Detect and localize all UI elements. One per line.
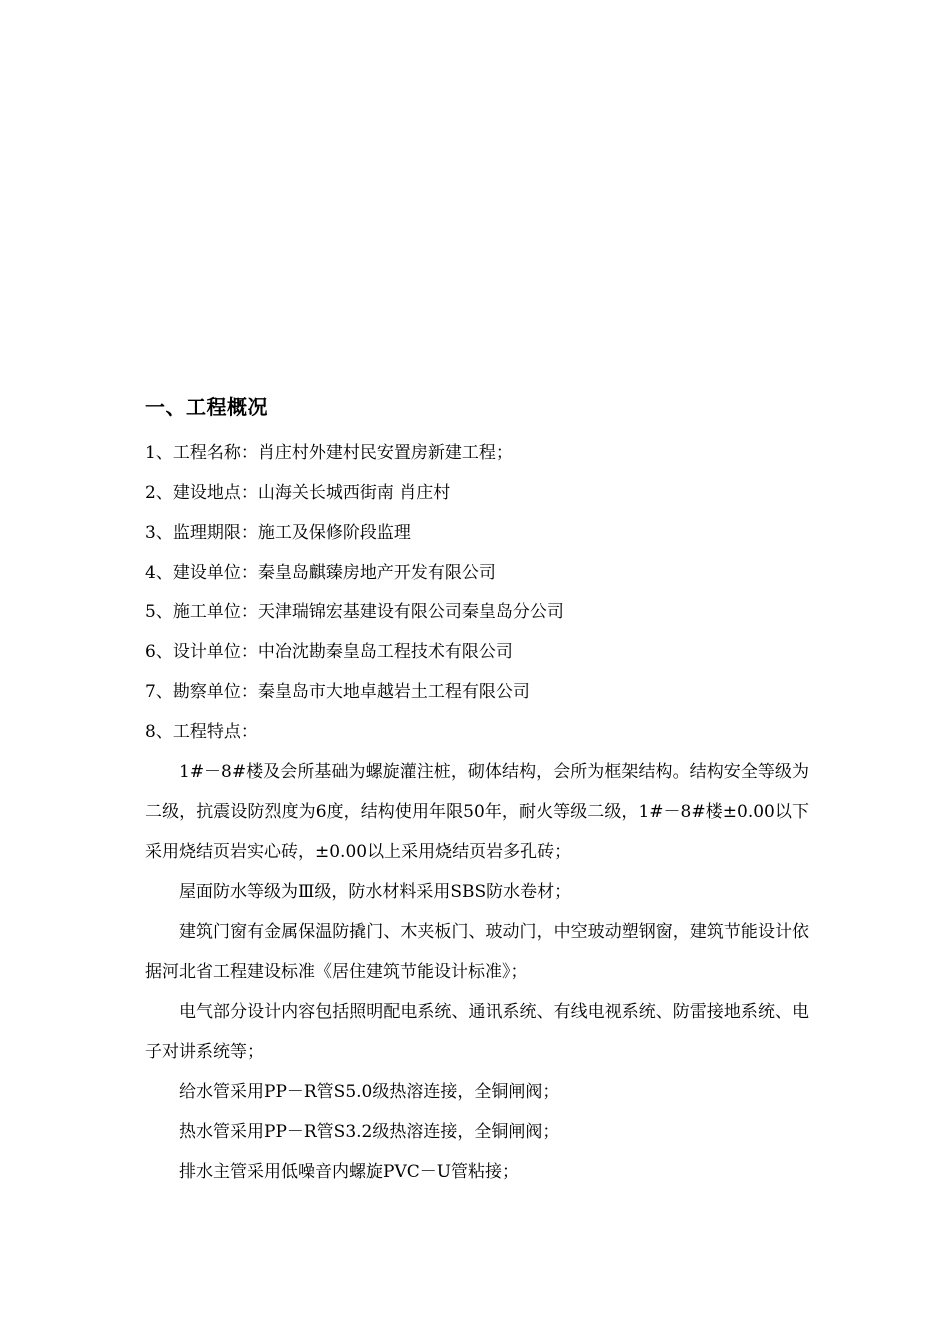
hot-water-paragraph: 热水管采用PP－R管S3.2级热溶连接，全铜闸阀； [179, 1122, 560, 1142]
section-heading: 一、工程概况 [145, 395, 268, 419]
survey-unit-item: 7、勘察单位：秦皇岛市大地卓越岩土工程有限公司 [145, 682, 530, 702]
electrical-paragraph: 电气部分设计内容包括照明配电系统、通讯系统、有线电视系统、防雷接地系统、电子对讲系统等； [145, 1002, 809, 1062]
drainage-paragraph: 排水主管采用低噪音内螺旋PVC－U管粘接； [179, 1162, 520, 1182]
roof-waterproof-paragraph: 屋面防水等级为Ⅲ级，防水材料采用SBS防水卷材； [179, 882, 572, 902]
contractor-item: 5、施工单位：天津瑞锦宏基建设有限公司秦皇岛分公司 [145, 602, 564, 622]
developer-item: 4、建设单位：秦皇岛麒臻房地产开发有限公司 [145, 563, 496, 583]
project-features-item: 8、工程特点： [145, 722, 258, 742]
project-name-item: 1、工程名称：肖庄村外建村民安置房新建工程； [145, 443, 513, 463]
design-unit-item: 6、设计单位：中冶沈勘秦皇岛工程技术有限公司 [145, 642, 513, 662]
supervision-period-item: 3、监理期限：施工及保修阶段监理 [145, 523, 411, 543]
structure-paragraph: 1#－8#楼及会所基础为螺旋灌注桩，砌体结构，会所为框架结构。结构安全等级为二级，抗震设防烈度为6度，结构使用年限50年，耐火等级二级，1#－8#楼±0.00以下采用烧结页岩实心砖，±0.00以上采用烧结页岩多孔砖； [145, 762, 809, 862]
construction-site-item: 2、建设地点：山海关长城西街南 肖庄村 [145, 483, 451, 503]
doors-windows-paragraph: 建筑门窗有金属保温防撬门、木夹板门、玻动门，中空玻动塑钢窗，建筑节能设计依据河北省工程建设标准《居住建筑节能设计标准》； [145, 922, 809, 982]
water-supply-paragraph: 给水管采用PP－R管S5.0级热溶连接，全铜闸阀； [179, 1082, 560, 1102]
